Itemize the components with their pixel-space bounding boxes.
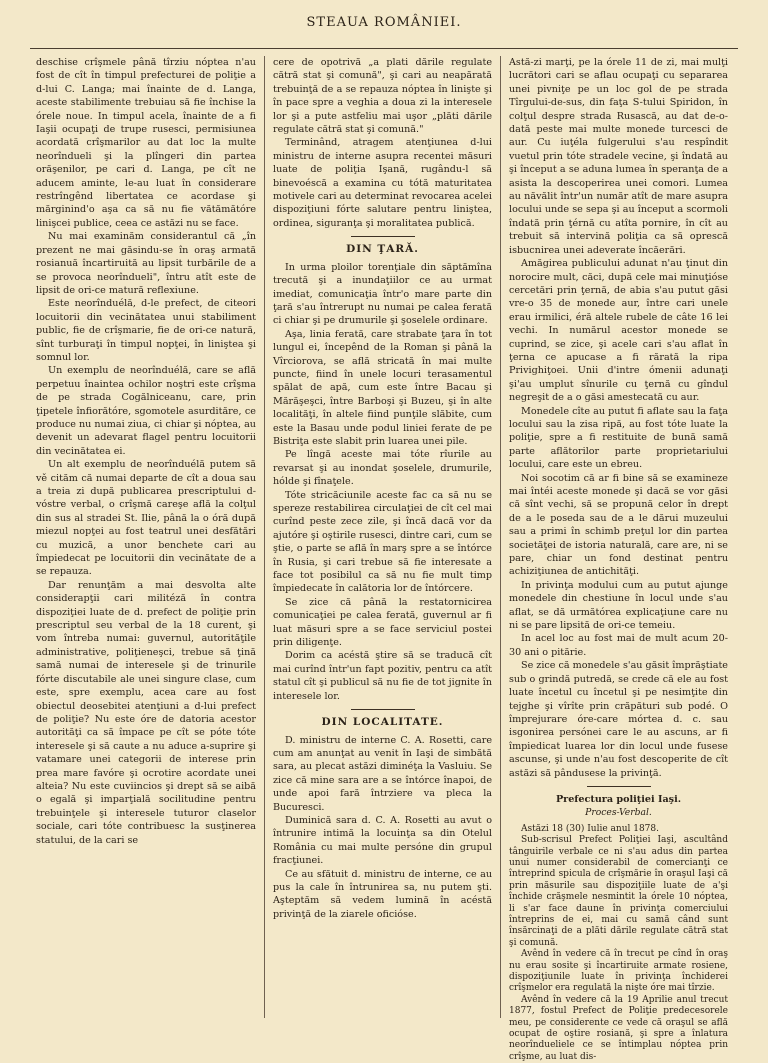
masthead-rule (30, 48, 738, 49)
section-heading-din-tara: DIN ŢARĂ. (346, 243, 419, 256)
paragraph: Dar renunţăm a mai desvolta alte considerapţii cari militéză în contra dispoziţiei luate de d. prefect de poliţie prin prescriptul seu verbal de la 18 curent, şi vom întreba numai: guvernul, autorităţile administrative, poliţieneşci, trebue să ţină samă numai de interesele şi de trinurile fórte discutabile ale unei singure clase, cum este, spre exemplu, acea care au fost obiectul deosebitei atenţiuni a d-lui prefect de poliţie? Nu este óre de datoria acestor autorităţi ca să împace pe cît se póte tóte interesele şi să caute a nu aduce a-suprire şi vatamare unei categorii de interese prin prea mare favóre şi ocrotire acordate unei alteia? Nu este cuviincios şi drept să se aibă o egală şi imparţială socilitudine pentru trebuinţele şi interesele tuturor claselor sociale, cari tóte contribuesc la susţinerea statului, de la cari se (36, 579, 256, 846)
notice-body (509, 824, 728, 1063)
paragraph: Un exemplu de neorînduélă, care se află perpetuu înaintea ochilor noştri este crîşma de pe strada Cogălniceanu, care, prin ţipetele înfiorătóre, sgomotele asurdităre, ce produce nu numai ziua, ci chiar şi nóptea, au devenit un adevarat flagel pentru locuitorii din vecinătatea ei. (36, 365, 256, 457)
paragraph: Este neorînduélă, d-le prefect, de citeori locuitorii din vecinătatea unui stabiliment public, fie de crîşmarie, fie de ori-ce natură, sînt turburaţi în timpul nopţei, în liniştea şi somnul lor. (36, 298, 256, 363)
paragraph: Ce au sfătuit d. ministru de interne, ce au pus la cale în întrunirea sa, nu putem şti. Aşteptăm să vedem lumină în acéstă privinţă de la ziarele oficióse. (273, 868, 492, 920)
paragraph: D. ministru de interne C. A. Rosetti, care cum am anunţat au venit în Iaşi de simbătă sara, au plecat astăzi diminéţa la Vasluiu. Se zice că mine sara are a se întórce înapoi, de unde apoi fară întrziere va pleca la Bucuresci. (273, 734, 492, 813)
paragraph: cere de opotrivă „a plati dările regulate cătră stat şi comună", şi cari au neapărată trebuinţă de a se repauza nóptea în linişte şi în pace spre a veghia a doua zi la interesele lor şi a pute astfeliu mai uşor „plăti dările regulate cătră stat şi comună." (273, 57, 492, 136)
paragraph: Terminând, atragem atenţiunea d-lui ministru de interne asupra recentei măsuri luate de poliţia Işană, rugându-l să binevoéscă a examina cu tótă maturitatea motivele cari au determinat revocarea acelei dispoziţiuni fórte salutare pentru liniştea, ordinea, siguranţa şi moralitatea publică. (273, 137, 492, 229)
notice-heading: Prefectura poliţiei Iaşi. (555, 793, 682, 805)
notice-subheading: Proces-Verbal. (585, 807, 652, 819)
paragraph: Pe lîngă aceste mai tóte rîurile au revarsat şi au inondat şoselele, drumurile, hólde şi fînaţele. (273, 449, 492, 488)
paragraph: Noi socotim că ar fi bine să se examineze mai întéi aceste monede şi dacă se vor găsi că sînt vechi, să se propună celor în drept de a le poseda sau de a le dărui muzeului sau a primi în schimb preţul lor din partea societăţei de istoria naturală, care are, ni se pare, chiar un fond destinat pentru achiziţiunea de antichităţi. (509, 472, 728, 578)
paragraph: Dorim ca acéstă ştire să se traducă cît mai curînd într'un fapt pozitiv, pentru ca atît statul cît şi publicul să nu fie de tot jignite în interesele lor. (273, 650, 492, 702)
section-divider (351, 709, 415, 710)
paragraph: Se zice că monedele s'au găsit împrăştiate sub o grindă putredă, se crede că ele au fost luate încetul cu încetul şi pe nesimţite din tejghe şi vîrîte prin crăpături sub podé. O împrejurare óre-care mórtea d. c. sau isgonirea persónei care le au ascuns, ar fi împiedicat luarea lor din locul unde fusese ascunse, şi unde n'au fost descoperite de cît astăzi să pândusese la privinţă. (509, 660, 728, 779)
paragraph: Monedele cîte au putut fi aflate sau la faţa locului sau la zisa ripă, au fost tóte luate la poliţie, spre a fi restituite de bună samă parte aflătorilor parte proprietariului locului, care este un ebreu. (509, 405, 728, 471)
paragraph: Avênd în vedere că la 19 Aprilie anul trecut 1877, fostul Prefect de Poliţie predecesorele meu, pe considerente ce vede că oraşul se află ocupat de oştire rosiană, şi spre a înlatura neorîndueliele ce se întimplau nóptea prin crîşme, au luat dis- (509, 994, 728, 1062)
paragraph: deschise crîşmele până tîrziu nóptea n'au fost de cît în timpul prefecturei de poliţie a d-lui C. Langa; mai înainte de d. Langa, aceste stabilimente trebuiau să fie închise la órele noue. In timpul acela, înainte de a fi Iaşii ocupaţi de trupe rusesci, permisiunea acordată crîşmarilor au dat loc la multe neorîndueli şi la plîngeri din partea orăşenilor, pe cari d. Langa, pe cît ne aducem aminte, le-au luat în considerare restrîngênd libertatea ce acordase şi mărginind'o aşa ca să nu fie vătămătóre linişcei publice, ceea ce astăzi nu se face. (36, 57, 256, 229)
paragraph: Un alt exemplu de neorînduélă putem să vě cităm că numai departe de cît a doua sau a treia zi după publicarea prescriptului d-vóstre verbal, o crîşmă careşe află la colţul din sus al stradei St. Ilie, până la o óră după miezul nopţei au fost teatrul unei desfătări cu muzică, a unor benchete cari au împiedecat pe locuitorii din vecinătate de a se repauza. (36, 459, 256, 578)
paragraph: Amăgirea publicului adunat n'au ţinut din norocire mult, căci, după cele mai minuţióse cercetări prin ţernă, de abia s'au putut găsi vre-o 35 de monede aur, între cari unele erau irmilici, éră altele rubele de câte 16 lei vechi. In numărul acestor monede se cuprind, se zice, şi acele cari s'au aflat în ţerna ce apucase a fi rărată la ripa Privighiţoei. Unii d'intre ómenii adunaţi şi'au umplut sînurile cu ţernă cu gîndul negreşit de a o găsi amestecată cu aur. (509, 258, 728, 404)
masthead (0, 0, 768, 34)
columns (28, 56, 758, 1062)
paragraph: Aşa, linia ferată, care strabate ţara în tot lungul ei, începênd de la Roman şi până la Vîrciorova, se află stricată în mai multe puncte, fiind în unele locuri terasamentul spălat de apă, cum este între Bacau şi Mărăşeşci, între Barboşi şi Buzeu, şi în alte localităţi, în altele fiind punţile slăbite, cum este la Basau unde podul liniei ferate de pe Bistriţa este slabit prin luarea unei pile. (273, 328, 492, 447)
masthead-title: STEAUA ROMÂNIEI. (306, 15, 462, 30)
section-heading-din-localitate: DIN LOCALITATE. (321, 716, 444, 729)
paragraph: In acel loc au fost mai de mult acum 20-30 ani o pitărie. (509, 633, 728, 658)
paragraph: Tóte stricăciunile aceste fac ca să nu se spereze restabilirea circulaţiei de cît cel mai curînd peste zece zile, şi încă dacă vor da ajutóre şi oştirile rusesci, dintre cari, cum se ştie, o parte se află în marş spre a se întórce în Rusia, şi cari trebue să fie interesate a face tot posibilul ca să nu fie mult timp împiedecate în calătoria lor de întórcere. (273, 489, 492, 595)
paragraph: Astă-zi marţi, pe la órele 11 de zi, mai mulţi lucrători cari se aflau ocupaţi cu separarea unei pivniţe pe un loc gol de pe strada Tîrgului-de-sus, din faţa S-tului Spiridon, în colţul despre strada Rusască, au dat de-o-dată peste mai multe monede turcesci de aur. Cu iuţéla fulgerului s'au respîndit vuetul prin tóte stradele vecine, şi îndată au şi început a se aduna lumea în speranţa de a asista la descoperirea unei comori. Lumea au năvălit într'un număr atît de mare asupra locului unde se sepa şi au început a scormoli îndată prin ţérnă cu atîta pornire, în cît au trebuit să intervină poliţia ca să oprescă isbucnirea unei adeverate încăerări. (509, 57, 728, 256)
paragraph: In privinţa modului cum au putut ajunge monedele din chestiune în locul unde s'au aflat, se dă următórea explicaţiune care nu ni se pare lipsită de ori-ce temeiu. (509, 579, 728, 632)
paragraph: Se zice că până la restatornicirea comunicaţiei pe calea ferată, guvernul ar fi luat măsuri spre a se face serviciul postei prin diligenţe. (273, 596, 492, 649)
section-divider (351, 236, 415, 237)
paragraph: Sub-scrisul Prefect Poliţiei Iaşi, ascultând tânguirile verbale ce ni s'au adus din partea unui numer considerabil de comercianţi ce întreprind spicula de crîşmărie în oraşul Iaşi că prin măsurile sau dispoziţiile luate de a'şi închide crăşmele nesmintit la órele 10 nóptea, li s'ar face daune în privinţa comerciului întreprins de ei, mai cu samă când sunt însărcinaţi de a plăti dările regulate cătră stat şi comună. (509, 835, 728, 948)
paragraph: Avênd în vedere că în trecut pe cînd în oraş nu erau sosite şi încartiruite armate rosiene, dispoziţiunile luate în privinţa închiderei crîşmelor era regulată la nişte óre mai tîrzie. (509, 949, 728, 994)
paragraph: Nu mai examinăm considerantul că „în prezent ne mai găsindu-se în oraş armată rosianuă încartiruită au lipsit turbările de a se provoca neorîndueli", întru atît este de lipsit de ori-ce matură reflexiune. (36, 231, 256, 296)
paragraph: Duminică sara d. C. A. Rosetti au avut o întrunire intimă la locuinţa sa din Otelul România cu mai multe persóne din grupul fracţiunei. (273, 814, 492, 867)
paragraph: In urma ploilor torenţiale din săptămîna trecută şi a inundaţiilor ce au urmat imediat, comunicaţia într'o mare parte din ţară s'au întrerupt nu numai pe calea ferată ci chiar şi pe drumurile şi şoselele ordinare. (273, 261, 492, 327)
column-2 (264, 56, 500, 1018)
column-1 (28, 56, 264, 1018)
paragraph: Astăzi 18 (30) Iulie anul 1878. (521, 823, 659, 834)
column-3 (500, 56, 736, 1062)
section-divider (587, 786, 651, 787)
